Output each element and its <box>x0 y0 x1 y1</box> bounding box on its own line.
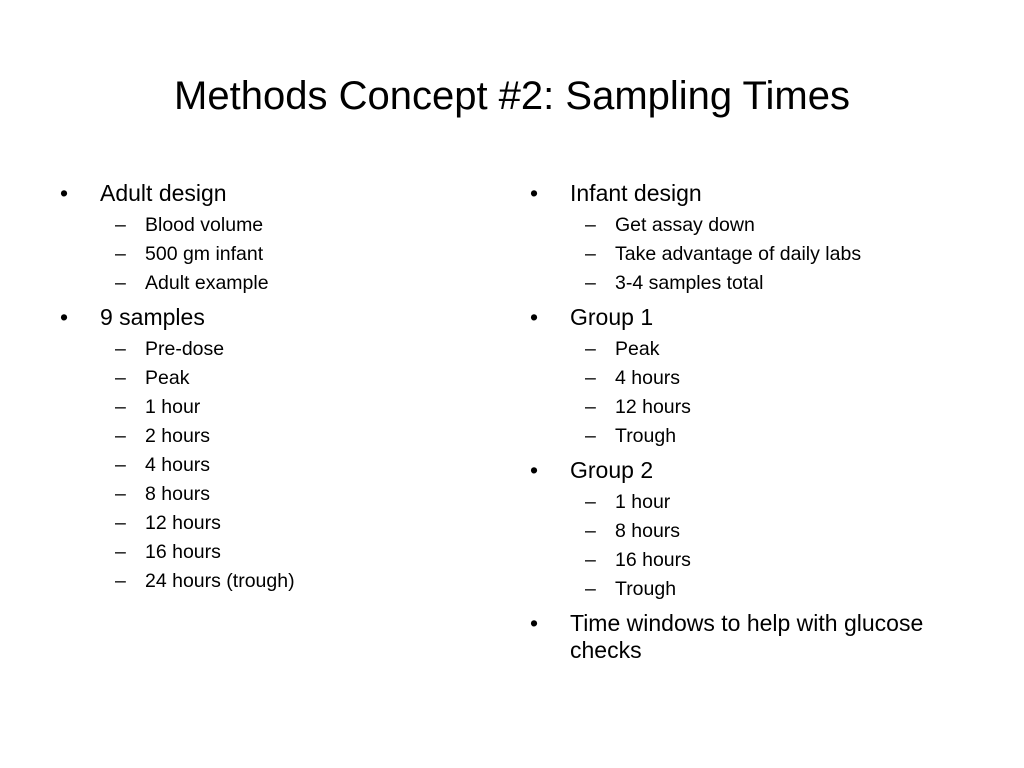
sub-item <box>570 422 950 451</box>
sub-item-text: Peak <box>615 338 660 360</box>
bullet-item <box>530 457 950 604</box>
sub-item-text: 16 hours <box>145 541 221 563</box>
sub-list <box>570 335 950 451</box>
sub-item-text: Trough <box>615 578 677 600</box>
sub-item-text: 1 hour <box>615 491 671 513</box>
bullet-marker: • <box>530 304 539 330</box>
sub-item-text: 16 hours <box>615 549 691 571</box>
dash-marker: – <box>585 520 596 542</box>
bullet-item <box>60 180 480 298</box>
sub-item <box>100 393 480 422</box>
bullet-text: Infant design <box>570 180 702 206</box>
bullet-item <box>530 304 950 451</box>
dash-marker: – <box>585 425 596 447</box>
sub-list <box>570 211 950 298</box>
sub-list <box>570 488 950 604</box>
dash-marker: – <box>585 272 596 294</box>
bullet-item <box>530 610 950 664</box>
dash-marker: – <box>115 396 126 418</box>
sub-item-text: Pre-dose <box>145 338 225 360</box>
sub-item-text: 1 hour <box>145 396 201 418</box>
dash-marker: – <box>585 243 596 265</box>
bullet-marker: • <box>530 180 539 206</box>
sub-item <box>570 364 950 393</box>
dash-marker: – <box>115 367 126 389</box>
sub-item <box>570 335 950 364</box>
sub-item-text: 12 hours <box>615 396 691 418</box>
bullet-item <box>60 304 480 596</box>
sub-item-text: 3-4 samples total <box>615 272 764 294</box>
bullet-text: Time windows to help with glucose checks <box>570 610 924 663</box>
bullet-text: Adult design <box>100 180 227 206</box>
bullet-marker: • <box>530 457 539 483</box>
dash-marker: – <box>585 367 596 389</box>
sub-item-text: 24 hours (trough) <box>145 570 295 592</box>
bullet-text: Group 2 <box>570 457 654 483</box>
sub-list <box>100 335 480 596</box>
sub-item <box>570 393 950 422</box>
dash-marker: – <box>115 512 126 534</box>
sub-item <box>570 211 950 240</box>
sub-item-text: 4 hours <box>615 367 681 389</box>
sub-item-text: 4 hours <box>145 454 211 476</box>
sub-item-text: 8 hours <box>145 483 211 505</box>
slide-title: Methods Concept #2: Sampling Times <box>174 74 850 118</box>
sub-item <box>100 269 480 298</box>
right-column <box>530 180 950 668</box>
sub-item <box>100 240 480 269</box>
sub-item-text: 8 hours <box>615 520 681 542</box>
dash-marker: – <box>115 570 126 592</box>
sub-item <box>100 567 480 596</box>
dash-marker: – <box>115 243 126 265</box>
sub-item <box>100 211 480 240</box>
sub-item-text: 2 hours <box>145 425 211 447</box>
sub-item <box>570 546 950 575</box>
dash-marker: – <box>585 338 596 360</box>
dash-marker: – <box>115 541 126 563</box>
dash-marker: – <box>115 214 126 236</box>
sub-item-text: Trough <box>615 425 677 447</box>
sub-item <box>100 335 480 364</box>
sub-item <box>570 240 950 269</box>
sub-item <box>570 575 950 604</box>
sub-item-text: Blood volume <box>145 214 264 236</box>
dash-marker: – <box>585 214 596 236</box>
sub-item-text: Peak <box>145 367 190 389</box>
sub-item-text: 500 gm infant <box>145 243 264 265</box>
dash-marker: – <box>115 454 126 476</box>
bullet-text: Group 1 <box>570 304 654 330</box>
dash-marker: – <box>115 483 126 505</box>
sub-item <box>100 538 480 567</box>
sub-item <box>100 480 480 509</box>
dash-marker: – <box>115 425 126 447</box>
bullet-text: 9 samples <box>100 304 205 330</box>
dash-marker: – <box>585 578 596 600</box>
sub-item <box>570 517 950 546</box>
dash-marker: – <box>585 491 596 513</box>
sub-item <box>100 364 480 393</box>
sub-item-text: Take advantage of daily labs <box>615 243 862 265</box>
bullet-marker: • <box>60 304 69 330</box>
dash-marker: – <box>585 396 596 418</box>
sub-item <box>100 509 480 538</box>
sub-item <box>100 422 480 451</box>
sub-item <box>100 451 480 480</box>
dash-marker: – <box>115 272 126 294</box>
bullet-marker: • <box>60 180 69 206</box>
sub-list <box>100 211 480 298</box>
left-column <box>60 180 480 602</box>
dash-marker: – <box>115 338 126 360</box>
sub-item <box>570 488 950 517</box>
bullet-marker: • <box>530 610 539 636</box>
sub-item-text: 12 hours <box>145 512 221 534</box>
bullet-item <box>530 180 950 298</box>
sub-item <box>570 269 950 298</box>
sub-item-text: Adult example <box>145 272 269 294</box>
sub-item-text: Get assay down <box>615 214 755 236</box>
dash-marker: – <box>585 549 596 571</box>
